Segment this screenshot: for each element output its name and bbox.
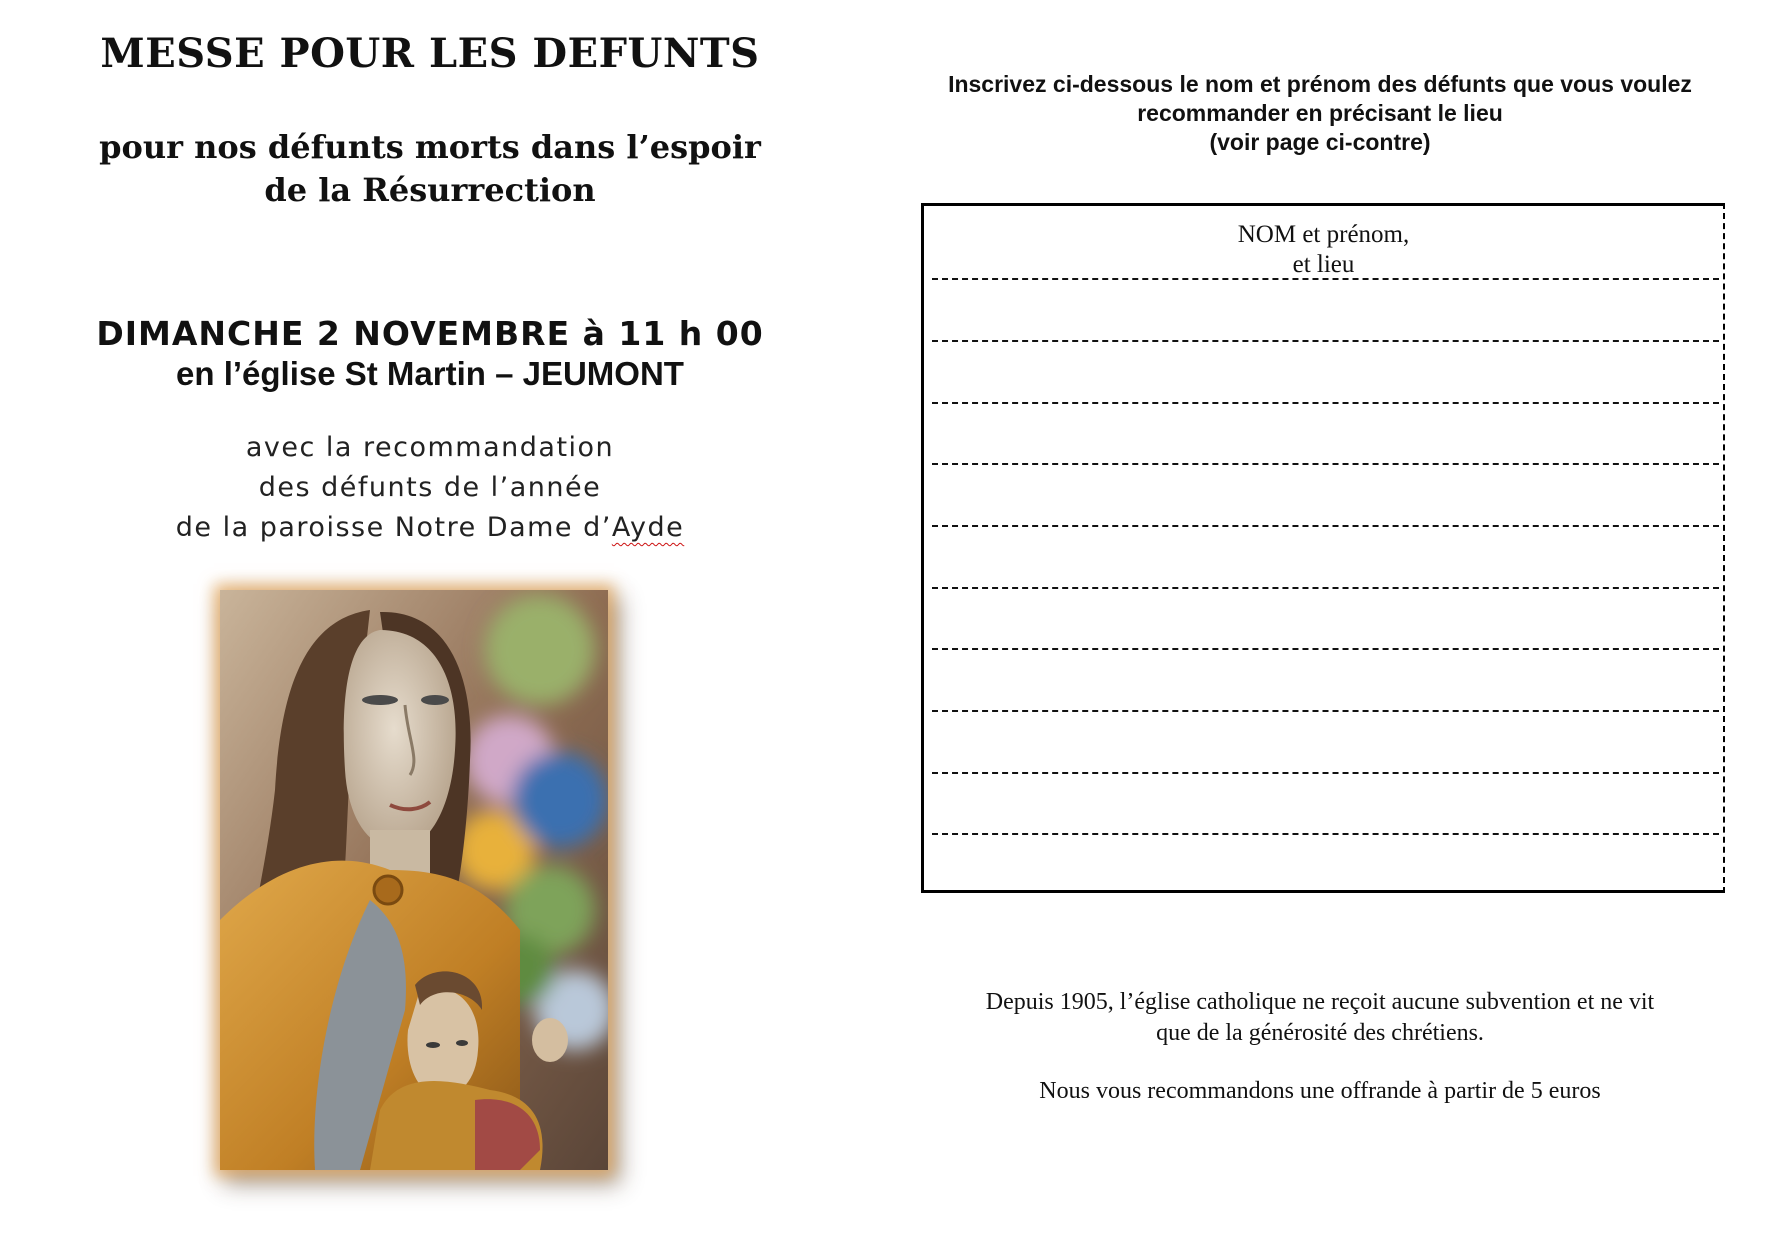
table-header-line-2: et lieu	[1292, 251, 1355, 278]
table-header-line-1: NOM et prénom,	[1237, 221, 1410, 248]
entry-line[interactable]	[932, 648, 1719, 650]
page-title: MESSE POUR LES DEFUNTS	[100, 30, 760, 77]
entry-line[interactable]	[932, 340, 1719, 342]
entry-line[interactable]	[932, 833, 1719, 835]
instructions-line-3: (voir page ci-contre)	[1209, 129, 1431, 155]
donation-note-line-2: que de la générosité des chrétiens.	[1156, 1020, 1484, 1046]
entry-line[interactable]	[932, 710, 1719, 712]
instructions-line-2: recommander en précisant le lieu	[1137, 100, 1503, 126]
parish-name-prefix: de la paroisse Notre Dame d’	[175, 512, 612, 543]
donation-note-line-1: Depuis 1905, l’église catholique ne reçoit aucune subvention et ne vit	[985, 989, 1655, 1015]
recommendation-text	[60, 428, 800, 548]
offering-recommendation: Nous vous recommandons une offrande à partir de 5 euros	[1039, 1078, 1601, 1104]
names-entry-table	[921, 203, 1725, 893]
recommendation-line-2: des défunts de l’année	[258, 472, 602, 503]
table-header	[924, 220, 1723, 280]
entry-line[interactable]	[932, 587, 1719, 589]
recommendation-line-3	[60, 508, 800, 548]
subtitle-line-2: de la Résurrection	[264, 171, 596, 209]
misspelled-word: Ayde	[611, 512, 685, 543]
entry-line[interactable]	[932, 463, 1719, 465]
entry-line[interactable]	[932, 772, 1719, 774]
instructions	[880, 70, 1760, 157]
event-date: DIMANCHE 2 NOVEMBRE à 11 h 00	[96, 314, 764, 353]
recommendation-line-1: avec la recommandation	[245, 432, 615, 463]
entry-line[interactable]	[932, 402, 1719, 404]
event-place: en l’église St Martin – JEUMONT	[176, 355, 684, 392]
entry-line[interactable]	[932, 525, 1719, 527]
subtitle	[60, 126, 800, 212]
donation-note	[880, 987, 1760, 1049]
instructions-line-1: Inscrivez ci-dessous le nom et prénom des défunts que vous voulez	[948, 71, 1692, 97]
subtitle-line-1: pour nos défunts morts dans l’espoir	[99, 128, 761, 166]
entry-line[interactable]	[932, 278, 1719, 280]
virgin-and-child-statue-photo	[220, 590, 608, 1170]
